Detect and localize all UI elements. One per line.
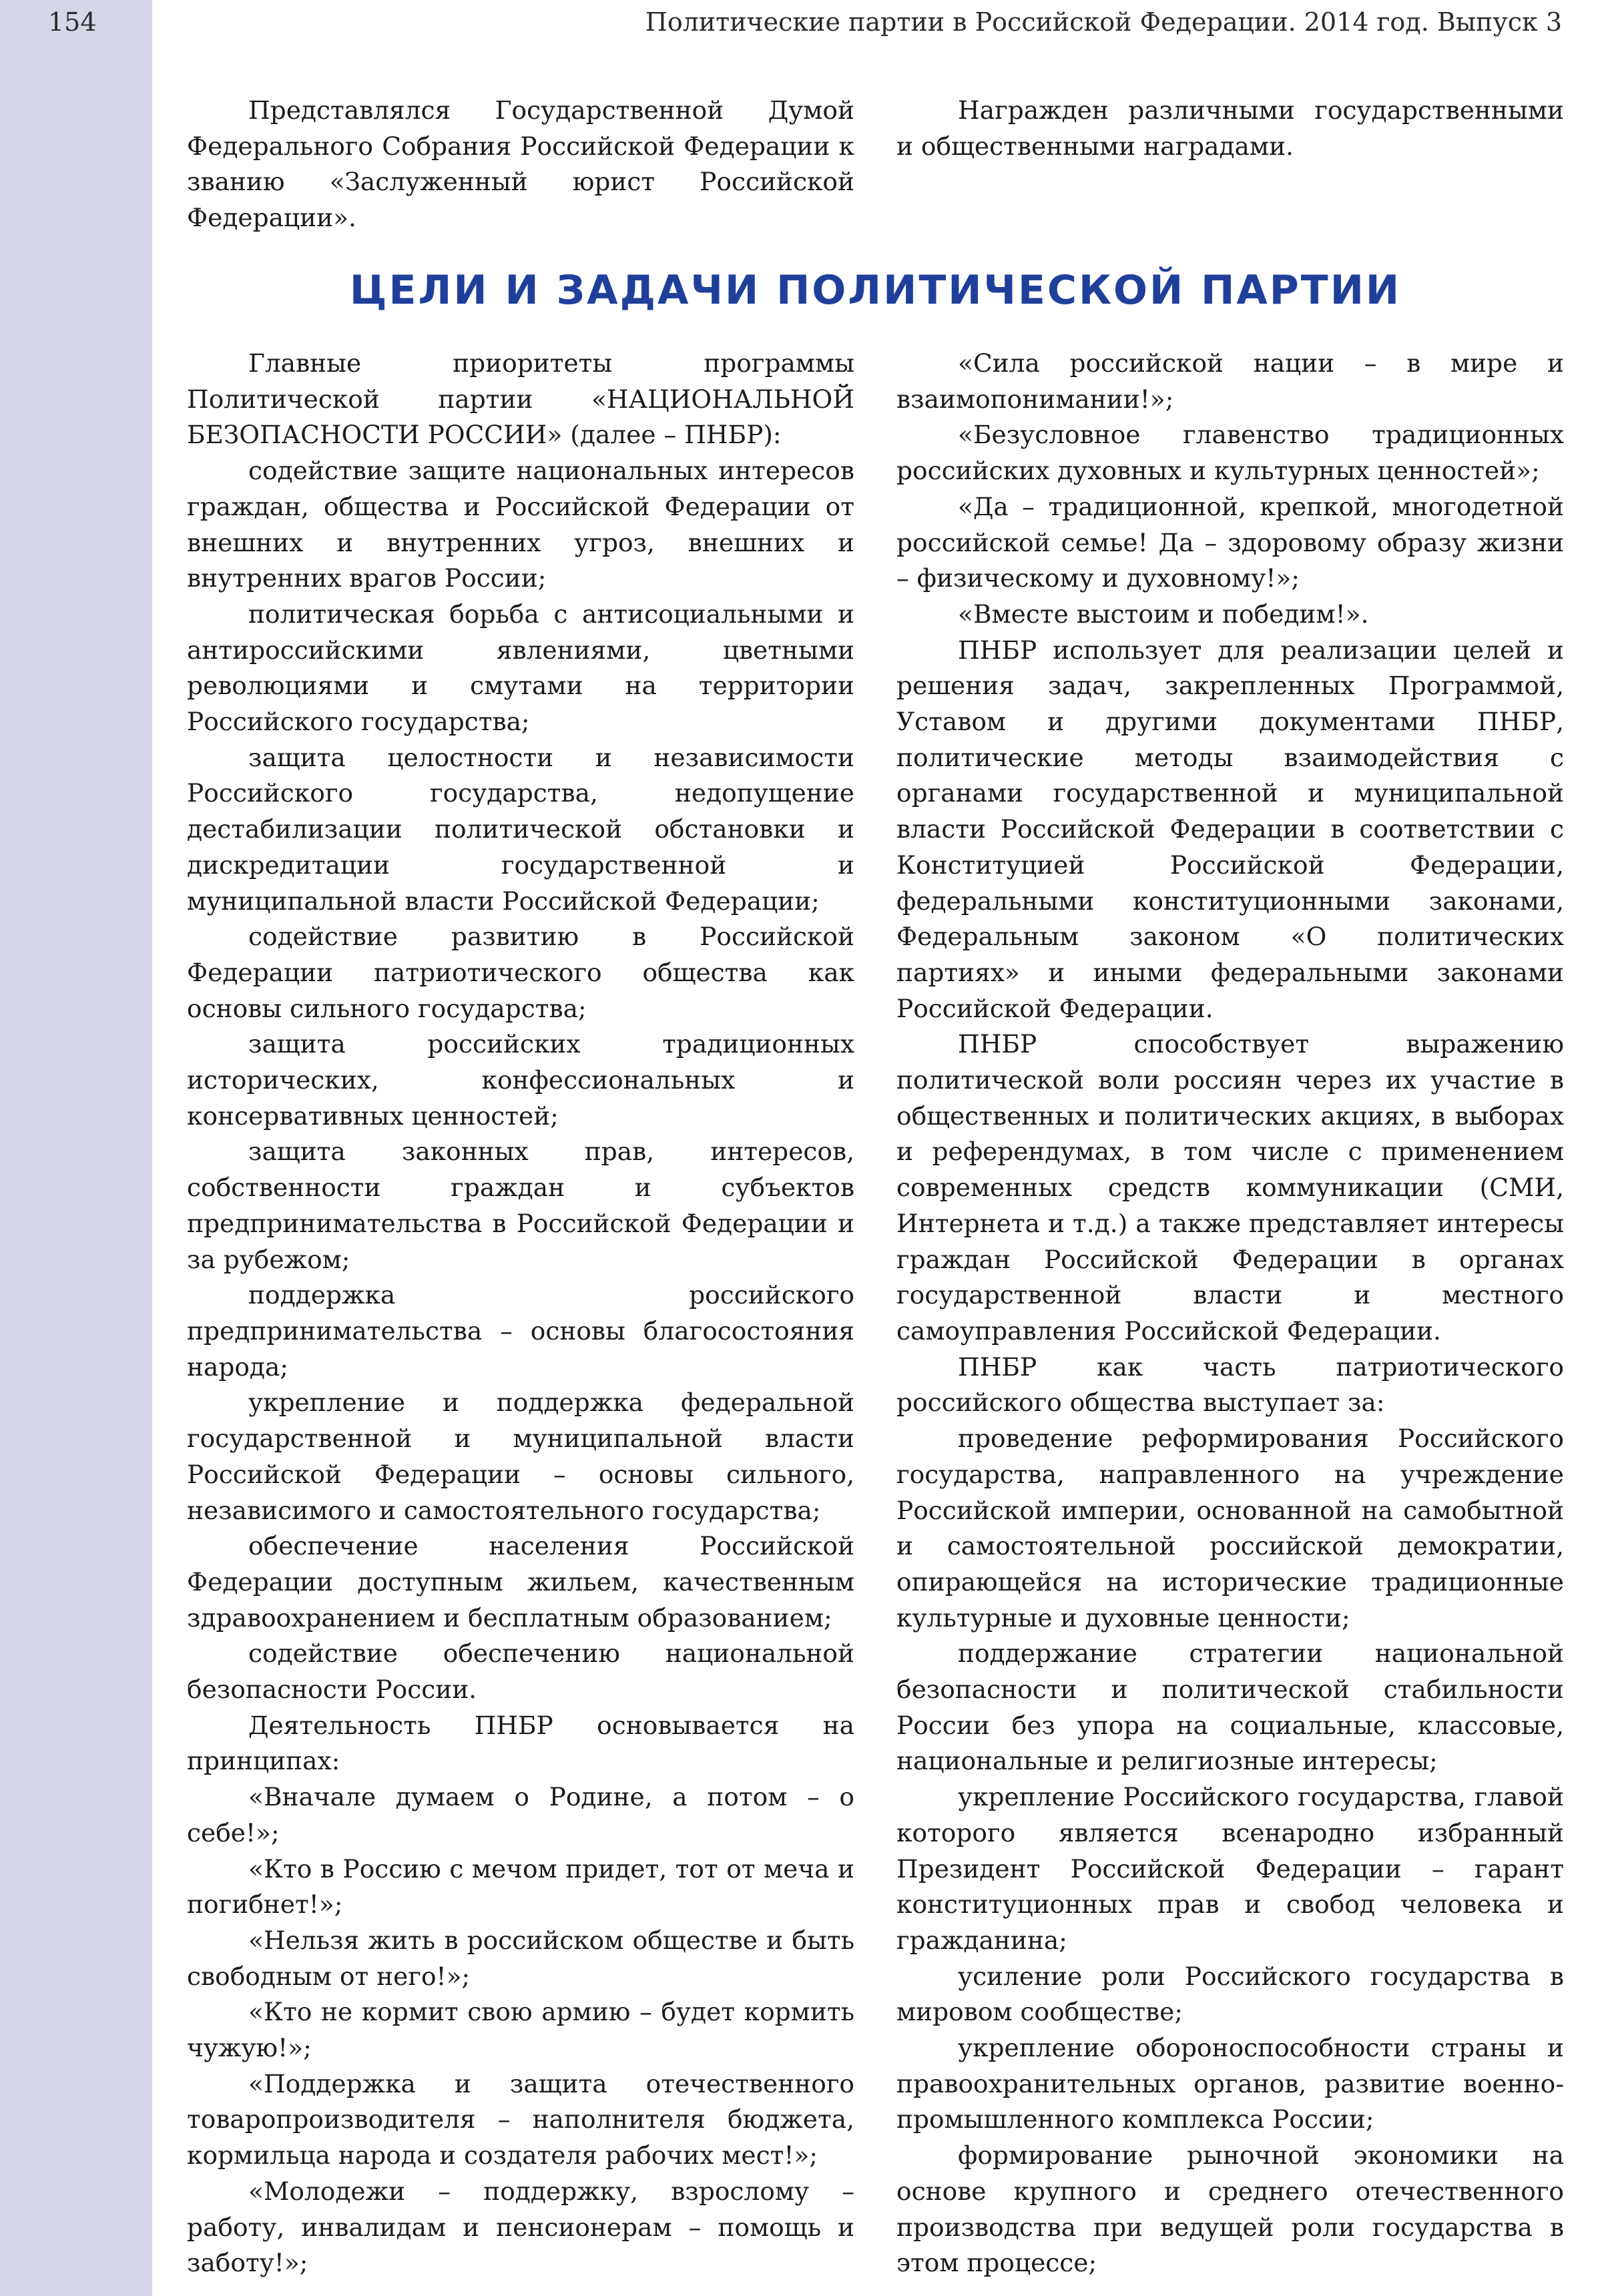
- left-column: [187, 346, 854, 2281]
- top-right-column: [896, 93, 1564, 164]
- paragraph: укрепление и поддержка федеральной государственной и муниципальной власти Российской Федерации – основы сильного, независимого и самостоятельного государства;: [187, 1388, 854, 1525]
- paragraph: содействие развитию в Российской Федерации патриотического общества как основы сильного государства;: [187, 922, 854, 1023]
- paragraph: «Вместе выстоим и победим!».: [958, 599, 1369, 629]
- paragraph: «Сила российской нации – в мире и взаимопонимании!»;: [896, 348, 1564, 414]
- paragraph: обеспечение населения Российской Федерации доступным жильем, качественным здравоохранением и бесплатным образованием;: [187, 1531, 854, 1633]
- paragraph: защита законных прав, интересов, собственности граждан и субъектов предпринимательства в Российской Федерации и за рубежом;: [187, 1137, 854, 1274]
- page-number: 154: [48, 7, 97, 37]
- right-column: [896, 346, 1564, 2281]
- paragraph: поддержка российского предпринимательства – основы благосостояния народа;: [187, 1280, 854, 1382]
- page-side-band: [0, 0, 152, 2296]
- paragraph: содействие защите национальных интересов граждан, общества и Российской Федерации от внешних и внутренних угроз, внешних и внутренних врагов России;: [187, 456, 854, 593]
- paragraph: Деятельность ПНБР основывается на принципах:: [187, 1710, 854, 1776]
- paragraph: Представлялся Государственной Думой Федерального Собрания Российской Федерации к званию «Заслуженный юрист Российской Федерации».: [187, 95, 854, 233]
- paragraph: формирование рыночной экономики на основе крупного и среднего отечественного производства при ведущей роли государства в этом процессе;: [896, 2140, 1564, 2278]
- paragraph: усиление роли Российского государства в мировом сообществе;: [896, 1961, 1564, 2027]
- paragraph: Награжден различными государственными и общественными наградами.: [896, 95, 1564, 161]
- paragraph: политическая борьба с антисоциальными и антироссийскими явлениями, цветными революциями и смутами на территории Российского государства;: [187, 599, 854, 737]
- paragraph: «Да – традиционной, крепкой, многодетной российской семье! Да – здоровому образу жизни – физическому и духовному!»;: [896, 491, 1564, 593]
- running-title: Политические партии в Российской Федерации. 2014 год. Выпуск 3: [645, 7, 1562, 37]
- paragraph: «Молодежи – поддержку, взрослому – работу, инвалидам и пенсионерам – помощь и заботу!»;: [187, 2176, 854, 2278]
- paragraph: защита российских традиционных исторических, конфессиональных и консервативных ценностей;: [187, 1029, 854, 1131]
- paragraph: укрепление обороноспособности страны и правоохранительных органов, развитие военно-промышленного комплекса России;: [896, 2033, 1564, 2134]
- top-left-column: [187, 93, 854, 236]
- paragraph: «Поддержка и защита отечественного товаропроизводителя – наполнителя бюджета, кормильца народа и создателя рабочих мест!»;: [187, 2068, 854, 2171]
- paragraph: ПНБР как часть патриотического российского общества выступает за:: [896, 1352, 1564, 1418]
- paragraph: «Вначале думаем о Родине, а потом – о себе!»;: [187, 1782, 854, 1847]
- paragraph: «Кто в Россию с мечом придет, тот от меча и погибнет!»;: [187, 1853, 854, 1920]
- paragraph: «Безусловное главенство традиционных российских духовных и культурных ценностей»;: [896, 420, 1564, 486]
- paragraph: проведение реформирования Российского государства, направленного на учреждение Российской империи, основанной на самобытной и самостоятельной российской демократии, опирающейся на исторические традиционные культурные и духовные ценности;: [896, 1424, 1564, 1633]
- paragraph: «Кто не кормит свою армию – будет кормить чужую!»;: [187, 1997, 854, 2063]
- paragraph: Главные приоритеты программы Политической партии «НАЦИОНАЛЬНОЙ БЕЗОПАСНОСТИ РОССИИ» (далее – ПНБР):: [187, 348, 854, 450]
- paragraph: ПНБР способствует выражению политической воли россиян через их участие в общественных и политических акциях, в выборах и референдумах, в том числе с применением современных средств коммуникации (СМИ, Интернета и т.д.) а также представляет интересы граждан Российской Федерации в органах государственной власти и местного самоуправления Российской Федерации.: [896, 1029, 1564, 1346]
- paragraph: ПНБР использует для реализации целей и решения задач, закрепленных Программой, Уставом и другими документами ПНБР, политические методы взаимодействия с органами государственной и муниципальной власти Российской Федерации в соответствии с Конституцией Российской Федерации, федеральными конституционными законами, Федеральным законом «О политических партиях» и иными федеральными законами Российской Федерации.: [896, 635, 1564, 1023]
- paragraph: содействие обеспечению национальной безопасности России.: [187, 1639, 854, 1705]
- section-title: ЦЕЛИ И ЗАДАЧИ ПОЛИТИЧЕСКОЙ ПАРТИИ: [349, 267, 1402, 314]
- paragraph: укрепление Российского государства, главой которого является всенародно избранный Президент Российской Федерации – гарант конституционных прав и свобод человека и гражданина;: [896, 1782, 1564, 1955]
- paragraph: защита целостности и независимости Российского государства, недопущение дестабилизации политической обстановки и дискредитации государственной и муниципальной власти Российской Федерации;: [187, 742, 854, 916]
- paragraph: «Нельзя жить в российском обществе и быть свободным от него!»;: [187, 1925, 854, 1991]
- paragraph: поддержание стратегии национальной безопасности и политической стабильности России без упора на социальные, классовые, национальные и религиозные интересы;: [896, 1639, 1564, 1776]
